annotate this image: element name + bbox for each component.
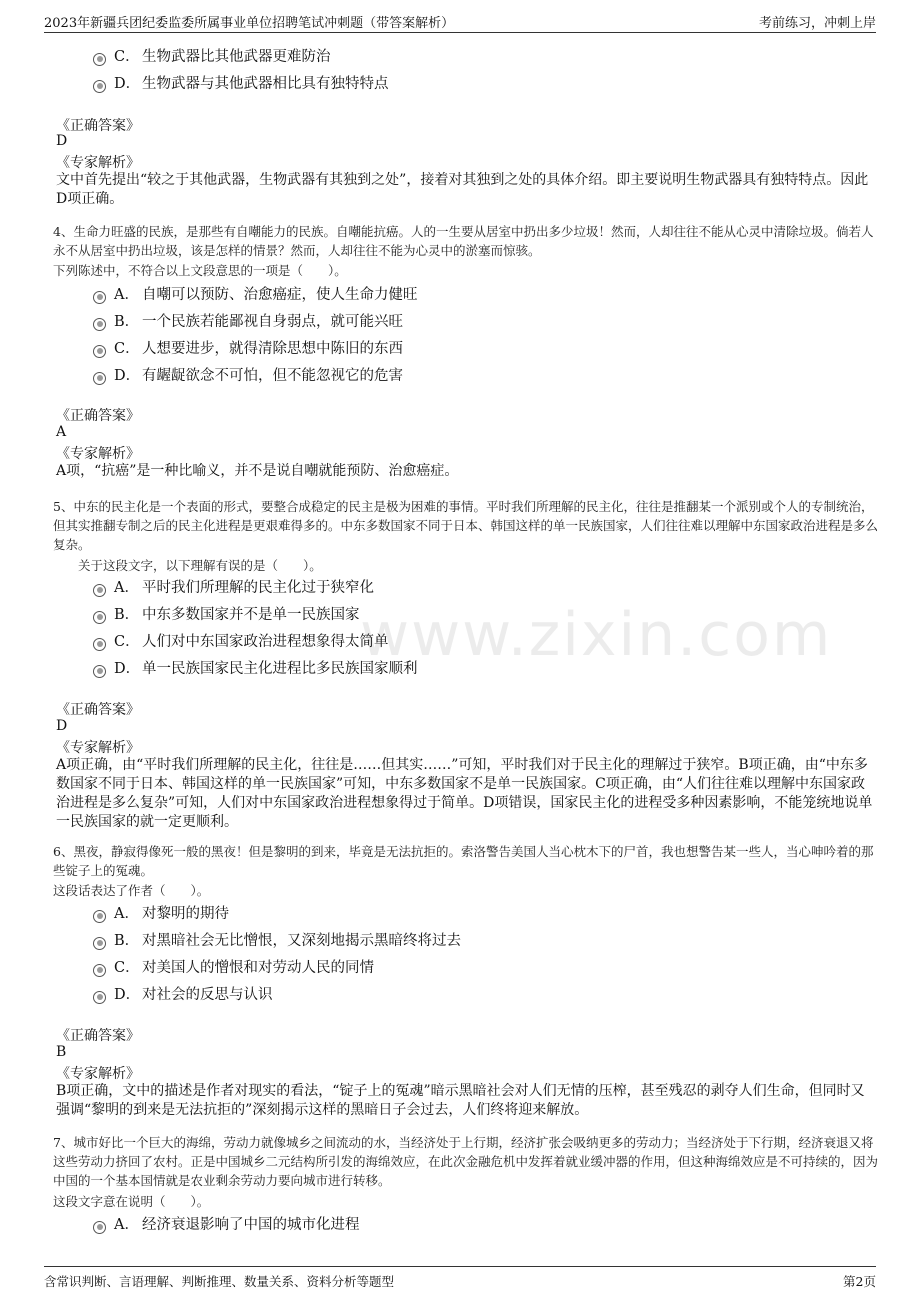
option-letter: A． bbox=[114, 1216, 139, 1233]
q7-stem: 这段文字意在说明（ ）。 bbox=[53, 1194, 210, 1209]
radio-icon[interactable] bbox=[93, 80, 106, 93]
q3-analysis: 文中首先提出“较之于其他武器，生物武器有其独到之处”，接着对其独到之处的具体介绍。即主要说明生物武器具有独特特点。因此D项正确。 bbox=[56, 172, 869, 207]
option-letter: B． bbox=[114, 932, 140, 949]
option-text: 人想要进步，就得清除思想中陈旧的东西 bbox=[142, 340, 403, 357]
q4-answer: A bbox=[56, 424, 67, 440]
option-letter: B． bbox=[114, 313, 140, 330]
q5-text: 5、中东的民主化是一个表面的形式，要整合成稳定的民主是极为困难的事情。平时我们所理解的民主化，往往是推翻某一个派别或个人的专制统治，但其实推翻专制之后的民主化进程是更艰难得多的。中东多数国家不同于日本、韩国这样的单一民族国家，人们往往难以理解中东国家政治进程是多么复杂。 bbox=[53, 499, 879, 552]
q4-analysis-label: 《专家解析》 bbox=[56, 446, 140, 462]
q7-text: 7、城市好比一个巨大的海绵，劳动力就像城乡之间流动的水，当经济处于上行期，经济扩张会吸纳更多的劳动力；当经济处于下行期，经济衰退又将这些劳动力挤回了农村。正是中国城乡二元结构所引发的海绵效应，在此次金融危机中发挥着就业缓冲器的作用，但这种海绵效应是不可持续的，因为中国的一个基本国情就是农业剩余劳动力要向城市进行转移。 bbox=[53, 1135, 879, 1188]
option-letter: A． bbox=[114, 286, 139, 303]
q4-stem: 下列陈述中，不符合以上文段意思的一项是（ ）。 bbox=[53, 263, 347, 278]
radio-icon[interactable] bbox=[93, 964, 106, 977]
q3-analysis-label: 《专家解析》 bbox=[56, 155, 140, 171]
option-letter: C． bbox=[114, 959, 140, 976]
radio-icon[interactable] bbox=[93, 372, 106, 385]
q5-option-b[interactable] bbox=[93, 602, 360, 624]
option-text: 有龌龊欲念不可怕，但不能忽视它的危害 bbox=[142, 367, 403, 384]
option-text: 生物武器比其他武器更难防治 bbox=[142, 48, 331, 65]
option-text: 一个民族若能鄙视自身弱点，就可能兴旺 bbox=[142, 313, 403, 330]
q5-option-c[interactable] bbox=[93, 629, 389, 651]
q5-analysis-label: 《专家解析》 bbox=[56, 740, 140, 756]
option-letter: D． bbox=[114, 367, 141, 384]
option-text: 平时我们所理解的民主化过于狭窄化 bbox=[142, 579, 374, 596]
q5-answer: D bbox=[56, 718, 68, 734]
q5-stem: 关于这段文字，以下理解有误的是（ ）。 bbox=[78, 558, 322, 573]
option-text: 对社会的反思与认识 bbox=[142, 986, 273, 1003]
radio-icon[interactable] bbox=[93, 665, 106, 678]
q6-text: 6、黑夜，静寂得像死一般的黑夜！但是黎明的到来，毕竟是无法抗拒的。索洛警告美国人当心枕木下的尸首，我也想警告某一些人，当心呻吟着的那些锭子上的冤魂。 bbox=[53, 844, 874, 878]
q3-answer-label: 《正确答案》 bbox=[56, 118, 140, 134]
option-letter: C． bbox=[114, 633, 140, 650]
q6-stem: 这段话表达了作者（ ）。 bbox=[53, 883, 210, 898]
q6-option-b[interactable] bbox=[93, 928, 461, 950]
option-text: 生物武器与其他武器相比具有独特特点 bbox=[142, 75, 389, 92]
option-letter: A． bbox=[114, 905, 139, 922]
q5-answer-label: 《正确答案》 bbox=[56, 702, 140, 718]
watermark: www.zixin.com bbox=[360, 600, 833, 670]
q6-option-c[interactable] bbox=[93, 955, 374, 977]
q3-answer: D bbox=[56, 133, 68, 149]
page-number: 第2页 bbox=[843, 1274, 876, 1289]
option-text: 自嘲可以预防、治愈癌症，使人生命力健旺 bbox=[142, 286, 418, 303]
page-footer bbox=[44, 1266, 876, 1291]
radio-icon[interactable] bbox=[93, 638, 106, 651]
option-text: 人们对中东国家政治进程想象得太简单 bbox=[142, 633, 389, 650]
option-letter: D． bbox=[114, 75, 141, 92]
q5-option-d[interactable] bbox=[93, 656, 418, 678]
q4-option-c[interactable] bbox=[93, 336, 403, 358]
radio-icon[interactable] bbox=[93, 345, 106, 358]
q4-answer-label: 《正确答案》 bbox=[56, 408, 140, 424]
radio-icon[interactable] bbox=[93, 611, 106, 624]
q4-option-b[interactable] bbox=[93, 309, 403, 331]
radio-icon[interactable] bbox=[93, 1221, 106, 1234]
option-letter: C． bbox=[114, 340, 140, 357]
q6-answer: B bbox=[56, 1044, 67, 1060]
q6-analysis: B项正确，文中的描述是作者对现实的看法，“锭子上的冤魂”暗示黑暗社会对人们无情的压榨，甚至残忍的剥夺人们生命，但同时又强调“黎明的到来是无法抗拒的”深刻揭示这样的黑暗日子会过去，人们终将迎来解放。 bbox=[56, 1083, 865, 1118]
option-letter: D． bbox=[114, 660, 141, 677]
option-text: 对美国人的憎恨和对劳动人民的同情 bbox=[142, 959, 374, 976]
option-letter: A． bbox=[114, 579, 139, 596]
option-text: 单一民族国家民主化进程比多民族国家顺利 bbox=[142, 660, 418, 677]
option-text: 经济衰退影响了中国的城市化进程 bbox=[142, 1216, 360, 1233]
option-text: 对黎明的期待 bbox=[142, 905, 229, 922]
radio-icon[interactable] bbox=[93, 584, 106, 597]
header-slogan: 考前练习，冲刺上岸 bbox=[758, 16, 876, 31]
option-text: 中东多数国家并不是单一民族国家 bbox=[142, 606, 360, 623]
option-letter: B． bbox=[114, 606, 140, 623]
q3-option-d[interactable] bbox=[93, 71, 389, 93]
q4-text: 4、生命力旺盛的民族，是那些有自嘲能力的民族。自嘲能抗癌。人的一生要从居室中扔出多少垃圾！然而，人却往往不能从心灵中清除垃圾。倘若人永不从居室中扔出垃圾，该是怎样的情景？然而，人却往往不能为心灵中的淤塞而惊骇。 bbox=[53, 224, 874, 258]
radio-icon[interactable] bbox=[93, 937, 106, 950]
page-header bbox=[44, 10, 876, 33]
radio-icon[interactable] bbox=[93, 53, 106, 66]
q6-option-d[interactable] bbox=[93, 982, 273, 1004]
radio-icon[interactable] bbox=[93, 291, 106, 304]
q4-option-d[interactable] bbox=[93, 363, 403, 385]
option-letter: D． bbox=[114, 986, 141, 1003]
header-title: 2023年新疆兵团纪委监委所属事业单位招聘笔试冲刺题（带答案解析） bbox=[44, 16, 455, 31]
q3-option-c[interactable] bbox=[93, 44, 331, 66]
radio-icon[interactable] bbox=[93, 318, 106, 331]
option-text: 对黑暗社会无比憎恨，又深刻地揭示黑暗终将过去 bbox=[142, 932, 461, 949]
q7-option-a[interactable] bbox=[93, 1212, 360, 1234]
q5-option-a[interactable] bbox=[93, 575, 374, 597]
radio-icon[interactable] bbox=[93, 991, 106, 1004]
radio-icon[interactable] bbox=[93, 910, 106, 923]
option-letter: C． bbox=[114, 48, 140, 65]
q6-option-a[interactable] bbox=[93, 901, 229, 923]
footer-note: 含常识判断、言语理解、判断推理、数量关系、资料分析等题型 bbox=[44, 1274, 395, 1289]
q4-option-a[interactable] bbox=[93, 282, 418, 304]
q4-analysis: A项，“抗癌”是一种比喻义，并不是说自嘲就能预防、治愈癌症。 bbox=[56, 463, 459, 479]
q6-analysis-label: 《专家解析》 bbox=[56, 1066, 140, 1082]
q5-analysis: A项正确，由“平时我们所理解的民主化，往往是……但其实……”可知，平时我们对于民主化的理解过于狭窄。B项正确，由“中东多数国家不同于日本、韩国这样的单一民族国家”可知，中东多数国家不是单一民族国家。C项正确，由“人们往往难以理解中东国家政治进程是多么复杂”可知，人们对中东国家政治进程想象得过于简单。D项错误，国家民主化的进程受多种因素影响，不能笼统地说单一民族国家的就一定更顺利。 bbox=[56, 757, 873, 830]
q6-answer-label: 《正确答案》 bbox=[56, 1028, 140, 1044]
